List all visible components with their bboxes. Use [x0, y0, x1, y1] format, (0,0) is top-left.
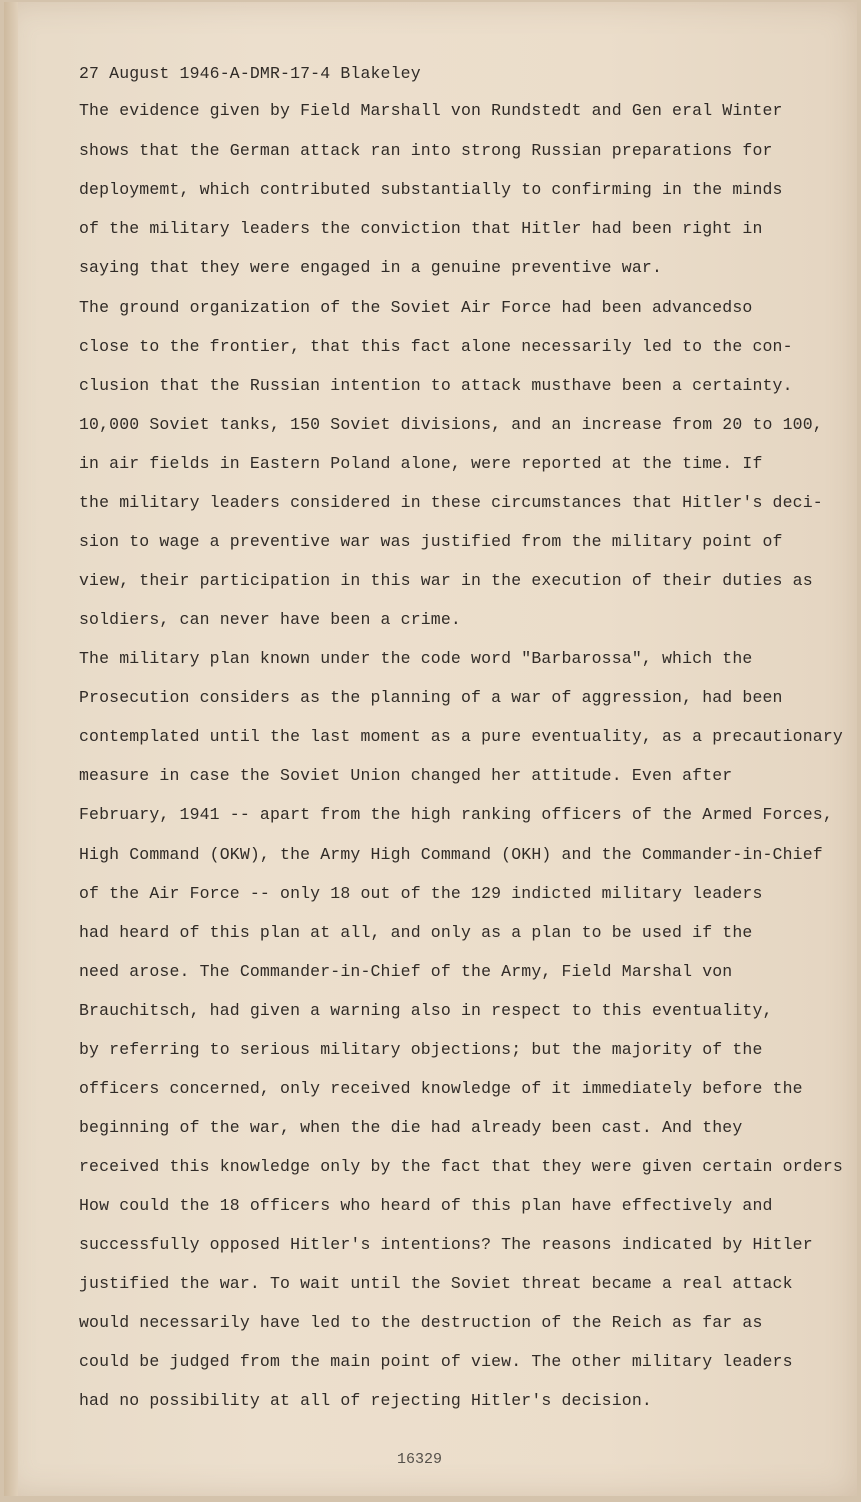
text-line: measure in case the Soviet Union changed her attitude. Even after	[79, 766, 733, 785]
text-line: could be judged from the main point of view. The other military leaders	[79, 1352, 793, 1371]
text-line: the military leaders considered in these circumstances that Hitler's deci-	[79, 493, 823, 512]
text-line: sion to wage a preventive war was justified from the military point of	[79, 532, 783, 551]
text-line: view, their participation in this war in the execution of their duties as	[79, 571, 813, 590]
document-header: 27 August 1946-A-DMR-17-4 Blakeley	[79, 64, 421, 83]
text-line: had no possibility at all of rejecting Hitler's decision.	[79, 1391, 652, 1410]
text-line: in air fields in Eastern Poland alone, were reported at the time. If	[79, 454, 763, 473]
text-line: would necessarily have led to the destruction of the Reich as far as	[79, 1313, 763, 1332]
text-line: 10,000 Soviet tanks, 150 Soviet divisions, and an increase from 20 to 100,	[79, 415, 823, 434]
text-line: officers concerned, only received knowledge of it immediately before the	[79, 1079, 803, 1098]
text-line: close to the frontier, that this fact alone necessarily led to the con-	[79, 337, 793, 356]
text-line: received this knowledge only by the fact that they were given certain orders	[79, 1157, 843, 1176]
text-line: of the Air Force -- only 18 out of the 129 indicted military leaders	[79, 884, 763, 903]
text-line: Prosecution considers as the planning of a war of aggression, had been	[79, 688, 783, 707]
page-number: 16329	[397, 1451, 443, 1468]
text-line: Brauchitsch, had given a warning also in respect to this eventuality,	[79, 1001, 773, 1020]
text-line: need arose. The Commander-in-Chief of the Army, Field Marshal von	[79, 962, 733, 981]
text-line: The evidence given by Field Marshall von Rundstedt and Gen eral Winter	[79, 101, 783, 120]
text-line: soldiers, can never have been a crime.	[79, 610, 461, 629]
text-line: clusion that the Russian intention to attack musthave been a certainty.	[79, 376, 793, 395]
text-line: How could the 18 officers who heard of this plan have effectively and	[79, 1196, 773, 1215]
text-line: saying that they were engaged in a genuine preventive war.	[79, 258, 662, 277]
document-body	[4, 2, 857, 1496]
text-line: had heard of this plan at all, and only as a plan to be used if the	[79, 923, 753, 942]
text-line: by referring to serious military objections; but the majority of the	[79, 1040, 763, 1059]
text-line: beginning of the war, when the die had already been cast. And they	[79, 1118, 743, 1137]
text-line: The military plan known under the code word "Barbarossa", which the	[79, 649, 753, 668]
text-line: The ground organization of the Soviet Air Force had been advancedso	[79, 298, 753, 317]
document-page	[4, 2, 857, 1496]
text-line: successfully opposed Hitler's intentions? The reasons indicated by Hitler	[79, 1235, 813, 1254]
text-line: of the military leaders the conviction that Hitler had been right in	[79, 219, 763, 238]
text-line: contemplated until the last moment as a pure eventuality, as a precautionary	[79, 727, 843, 746]
text-line: justified the war. To wait until the Soviet threat became a real attack	[79, 1274, 793, 1293]
text-line: deploymemt, which contributed substantially to confirming in the minds	[79, 180, 783, 199]
text-line: February, 1941 -- apart from the high ranking officers of the Armed Forces,	[79, 805, 833, 824]
text-line: High Command (OKW), the Army High Command (OKH) and the Commander-in-Chief	[79, 845, 823, 864]
text-line: shows that the German attack ran into strong Russian preparations for	[79, 141, 773, 160]
